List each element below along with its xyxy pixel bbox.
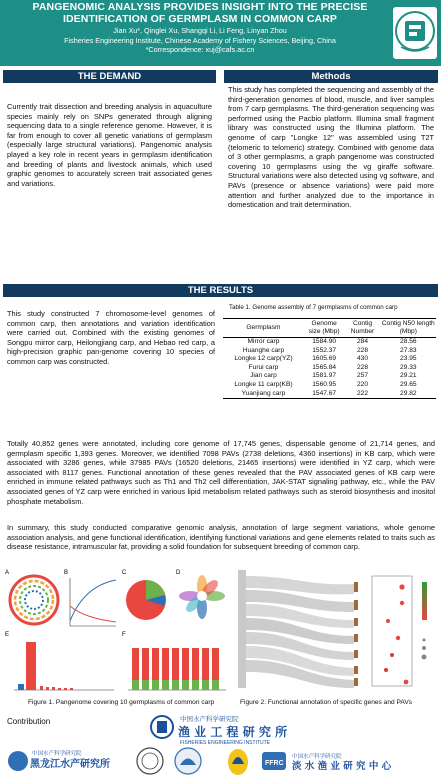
table-cell: 29.82 xyxy=(381,390,436,399)
panel-label-a: A xyxy=(5,570,10,576)
table-header-row xyxy=(223,319,436,338)
table-header: Contig Number xyxy=(344,319,380,338)
panel-b-curves xyxy=(70,578,116,626)
table-cell: 1552.37 xyxy=(312,346,337,354)
table-header: Genome size (Mbp) xyxy=(304,319,344,338)
fish-icon xyxy=(228,749,248,775)
table-cell: Furui carp xyxy=(248,363,279,371)
title-line-1: PANGENOMIC ANALYSIS PROVIDES INSIGHT INTO THE PRECISE xyxy=(32,1,368,13)
table-cell: 228 xyxy=(357,363,369,371)
panel-label-d: D xyxy=(176,570,181,576)
title-line-2: IDENTIFICATION OF GERMPLASM IN COMMON CARP xyxy=(62,13,338,25)
table-cell: 222 xyxy=(344,390,380,399)
figure-1-panels xyxy=(4,566,230,694)
table-row xyxy=(223,364,436,373)
results-text-2: In summary, this study conducted comparative genomic analysis, annotation of large segment variations, whole genome association analysis, and gene functional identification, identifying functional variations and gene elements related to traits such as disease resistance, intramuscular fat, providing a solid foundation for subsequent breeding of common carp. xyxy=(7,523,435,552)
ffrc-label: FFRC xyxy=(265,760,284,767)
methods-section-title: Methods xyxy=(224,70,438,83)
table-cell: 220 xyxy=(357,380,369,388)
heilongjiang-institute-logo xyxy=(8,749,110,771)
inst3-small-label: 中国水产科学研究院 xyxy=(292,754,342,760)
table-row xyxy=(223,372,436,381)
table-row xyxy=(223,338,436,347)
table-header: Germplasm xyxy=(223,319,304,338)
demand-section-title: THE DEMAND xyxy=(3,70,216,83)
figure-1-caption: Figure 1. Pangenome covering 10 germplasms of common carp xyxy=(28,699,215,706)
inst2-small-label: 中国水产科学研究院 xyxy=(32,751,82,757)
affiliation: Fisheries Engineering Institute, Chinese Academy of Fishery Sciences, Beijing, China xyxy=(64,36,336,45)
figure-2-caption: Figure 2. Functional annotation of specific genes and PAVs xyxy=(240,699,413,706)
table-cell: Mirror carp xyxy=(247,338,280,345)
table-cell: 257 xyxy=(357,372,369,380)
footer-logos xyxy=(0,712,441,784)
table-cell: 1581.97 xyxy=(312,372,337,380)
table-cell: Huanghe carp xyxy=(242,346,285,354)
table-cell: Jian carp xyxy=(250,372,277,380)
table-cell: 1605.69 xyxy=(312,355,337,363)
table-row xyxy=(223,390,436,399)
table-cell: 23.95 xyxy=(400,355,417,363)
table-cell: 228 xyxy=(357,346,369,354)
inst1-en-label: FISHERIES ENGINEERING INSTITUTE xyxy=(180,740,271,746)
fisheries-engineering-institute-logo xyxy=(151,714,287,746)
table-caption: Table 1. Genome assembly of 7 germplasms of common carp xyxy=(229,304,398,311)
table-row xyxy=(223,347,436,356)
panel-c-pie xyxy=(126,580,166,620)
correspondence: *Correspondence: xuj@cafs.ac.cn xyxy=(145,45,255,54)
panel-label-b: B xyxy=(64,570,69,576)
results-section-title: THE RESULTS xyxy=(3,284,438,297)
genome-assembly-table xyxy=(223,318,436,399)
university-seal-icon xyxy=(137,748,163,774)
inst2-main-label: 黑龙江水产研究所 xyxy=(30,759,110,770)
figure-2-panels xyxy=(236,566,438,694)
table-cell: 284 xyxy=(357,338,369,345)
panel-f-stacked-bars xyxy=(128,648,226,690)
inst3-main-label: 淡 水 渔 业 研 究 中 心 xyxy=(292,761,392,772)
contribution-label: Contribution xyxy=(7,717,51,726)
table-cell: 1547.67 xyxy=(304,390,344,399)
enrichment-dot-plot xyxy=(372,576,427,686)
table-cell: Longke 11 carp(KB) xyxy=(234,380,293,388)
results-text-1: Totally 40,852 genes were annotated, including core genome of 17,745 genes, dispensable genome of 21,714 genes, and germplasm specific 1,393 genes. Moreover, we identified 7098 PAVs (2738 deletions, 4360 insertions) in KB carp, which were associated with 3286 genes, while 37985 PAVs (16520 deletions, 21465 insertions) were identified in YZ carp, which were associated with 8117 genes. Functional annotation of these genes revealed that the PAV associated genes of KB carp were enriched in immune related pathways such as Th1 and Th2 cell differentiation, JAK-STAT signaling pathway, etc., while the PAV associated genes of YZ carp were enriched in various lipid metabolism related pathways such as steroid biosynthesis and inositol phosphate metabolism. xyxy=(7,439,435,506)
authors: Jian Xu*, Qinglei Xu, Shangqi Li, Li Feng, Linyan Zhou xyxy=(113,26,287,35)
ffrc-logo xyxy=(262,752,392,772)
institute-logo xyxy=(393,7,437,59)
inst1-main-label: 渔 业 工 程 研 究 所 xyxy=(178,725,288,739)
poster-title xyxy=(10,1,390,25)
table-cell: 28.56 xyxy=(400,338,417,345)
poster-header xyxy=(0,0,441,66)
methods-text: This study has completed the sequencing and assembly of the third-generation genomes of blood, muscle, and liver samples from 7 carp germplasms. The third-generation sequencing was performed using the Pacbio platform. Illumina small fragment library was constructed using the Illumina platform. The genome of carp "Longke 12" was assembled using T2T (telomeric to telomeric) strategy. Combined with genome data of 3 other germplasms, a graph pangenome was constructed covering 10 germplasms using the vg giraffe software. Structural variations were also detected using vg software, and PAVs (presence or absence variations) were paid more attention and further analyzed due to the importance in domestication and trait determination. xyxy=(228,85,434,210)
table-cell: 1560.95 xyxy=(312,380,337,388)
panel-d-flower xyxy=(179,575,225,619)
table-cell: 29.21 xyxy=(400,372,417,380)
panel-e-bars xyxy=(14,642,114,690)
table-cell: 29.65 xyxy=(400,380,417,388)
table-cell: 27.83 xyxy=(400,346,417,354)
results-intro-text: This study constructed 7 chromosome-level genomes of common carp, then annotations and variation identification were carried out. Combined with the existing genomes of Songpu mirror carp, Heilongjiang carp, and Hebao red carp, a high-precision graphic pan-genome covering 10 species of common carp was constructed. xyxy=(7,309,215,366)
sankey-diagram xyxy=(238,570,358,688)
table-header: Contig N50 length (Mbp) xyxy=(381,319,436,338)
table-cell: Longke 12 carp(YZ) xyxy=(234,355,293,363)
table-row xyxy=(223,381,436,390)
table-cell: 430 xyxy=(357,355,369,363)
table-cell: 1565.84 xyxy=(312,363,337,371)
panel-label-e: E xyxy=(5,632,10,638)
table-cell: 1584.90 xyxy=(312,338,337,345)
table-cell: 29.33 xyxy=(400,363,417,371)
inst1-cn-label: 中国水产科学研究院 xyxy=(180,715,239,723)
panel-a-circos xyxy=(10,576,58,624)
panel-label-f: F xyxy=(122,632,126,638)
panel-label-c: C xyxy=(122,570,127,576)
table-cell: Yuanjiang carp xyxy=(223,390,304,399)
demand-text: Currently trait dissection and breeding analysis in aquaculture species mainly rely on SNPs generated through aligning sequencing data to a single reference genome. However, it is far from enough to cover all genetic variations of germplasm (especially large structural variations). Pangenomic analysis played a key role in recent years in germplasm identification and breeding of plants and livestock animals, which used graphic genomes to accurately screen trait associated genes and variations. xyxy=(7,102,212,188)
table-row xyxy=(223,355,436,364)
